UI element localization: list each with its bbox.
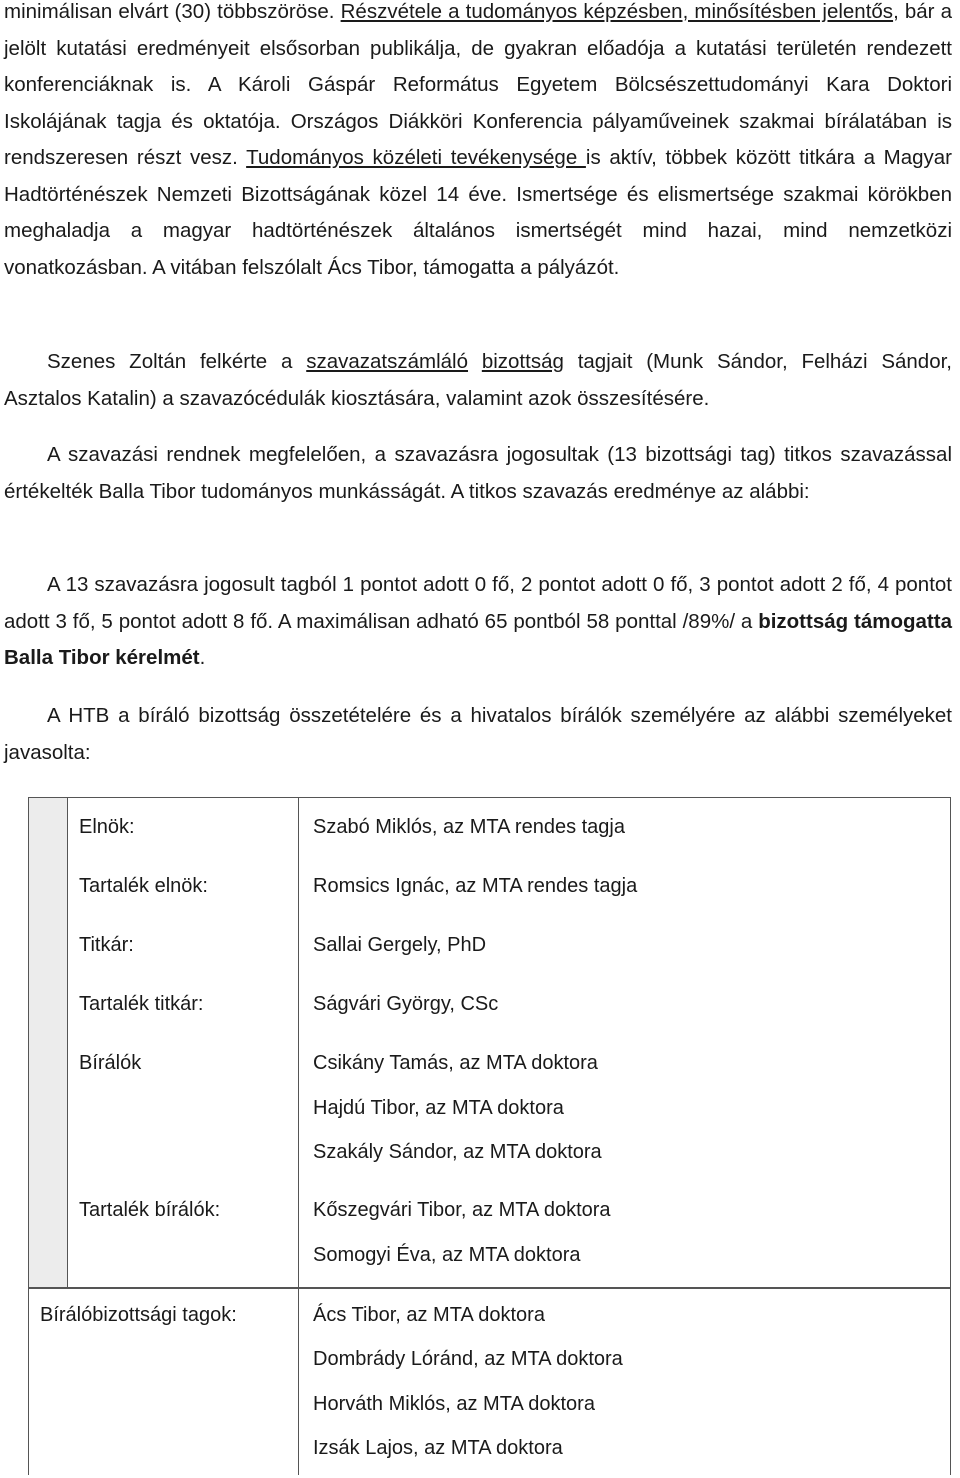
committee-group-members bbox=[29, 1289, 950, 1475]
value-biralo-1: Csikány Tamás, az MTA doktora bbox=[313, 1052, 598, 1074]
value-tag-3: Horváth Miklós, az MTA doktora bbox=[313, 1392, 595, 1415]
label-biralok: Bírálók bbox=[79, 1052, 142, 1074]
value-tag-1: Ács Tibor, az MTA doktora bbox=[313, 1303, 545, 1326]
paragraph-htb-proposal bbox=[4, 698, 952, 771]
paragraph-text: . bbox=[199, 646, 206, 669]
value-elnok: Szabó Miklós, az MTA rendes tagja bbox=[313, 816, 625, 838]
value-tartalek-titkar: Ságvári György, CSc bbox=[313, 993, 499, 1015]
paragraph-text: , bár a jelölt kutatási eredményeit elsősorban publikálja, de gyakran előadója a kutatási területén rendezett konferenciáknak is. A Károli Gáspár Református Egyetem Bölcsészettudományi Kara Doktori Iskolájának tagja és oktatója. Országos Diákköri Konferencia pályaműveinek szakmai bírálatában is rendszeresen részt vesz. bbox=[4, 0, 952, 169]
paragraph-text: Szenes Zoltán felkérte a bbox=[47, 350, 307, 373]
committee-group-officers bbox=[29, 798, 950, 1034]
paragraph-text: tagjait (Munk Sándor, Felházi Sándor, Asztalos Katalin) a szavazócédulák kiosztására, valamint azok összesítésére. bbox=[4, 350, 953, 410]
value-titkar: Sallai Gergely, PhD bbox=[313, 934, 487, 956]
value-biralo-2: Hajdú Tibor, az MTA doktora bbox=[313, 1097, 564, 1119]
paragraph-text: A szavazási rendnek megfelelően, a szavazásra jogosultak (13 bizottsági tag) titkos szavazással értékelték Balla Tibor tudományos munkásságát. A titkos szavazás eredménye az alábbi: bbox=[4, 443, 952, 503]
paragraph-vote-counters bbox=[4, 344, 952, 417]
value-tag-2: Dombrády Lóránd, az MTA doktora bbox=[313, 1347, 623, 1370]
committee-group-reviewers bbox=[29, 1034, 950, 1287]
underlined-text: bizottság bbox=[481, 350, 564, 373]
paragraph-vote-result bbox=[4, 567, 952, 677]
paragraph-text: is aktív, többek között titkára a Magyar Hadtörténészek Nemzeti Bizottságának közel 14 éve. Ismertsége és elismertsége szakmai körökben meghaladja a magyar hadtörténészek általános ismertségét mind hazai, mind nemzetközi vonatkozásban. A vitában felszólalt Ács Tibor, támogatta a pályázót. bbox=[4, 146, 952, 279]
value-tartalek-elnok: Romsics Ignác, az MTA rendes tagja bbox=[313, 875, 638, 897]
value-tartalek-biralo-1: Kőszegvári Tibor, az MTA doktora bbox=[313, 1199, 611, 1221]
underlined-text: szavazatszámláló bbox=[306, 350, 469, 373]
value-biralo-3: Szakály Sándor, az MTA doktora bbox=[313, 1141, 602, 1163]
committee-table bbox=[28, 797, 951, 1475]
bold-text: bizottság támogatta Balla Tibor kérelmét bbox=[4, 609, 952, 669]
paragraph-text: A HTB a bíráló bizottság összetételére és a hivatalos bírálók személyére az alábbi személyeket javasolta: bbox=[4, 704, 952, 764]
label-titkar: Titkár: bbox=[79, 934, 134, 956]
paragraph-cv-continuation bbox=[4, 0, 952, 286]
label-biralobizottsagi-tagok: Bírálóbizottsági tagok: bbox=[40, 1303, 237, 1326]
label-tartalek-biralok: Tartalék bírálók: bbox=[79, 1199, 221, 1221]
value-tag-4: Izsák Lajos, az MTA doktora bbox=[313, 1436, 563, 1459]
paragraph-voting-rules bbox=[4, 437, 952, 510]
paragraph-text: minimálisan elvárt (30) többszöröse. bbox=[4, 0, 341, 23]
label-elnok: Elnök: bbox=[79, 816, 135, 838]
paragraph-text: A 13 szavazásra jogosult tagból 1 pontot adott 0 fő, 2 pontot adott 0 fő, 3 pontot adott 2 fő, 4 pontot adott 3 fő, 5 pontot adott 8 fő. A maximálisan adható 65 pontból 58 ponttal /89%/ a bbox=[4, 573, 952, 633]
label-tartalek-elnok: Tartalék elnök: bbox=[79, 875, 208, 897]
paragraph-text bbox=[468, 350, 482, 373]
underlined-text: Részvétele a tudományos képzésben, minősítésben jelentős bbox=[340, 0, 894, 23]
label-tartalek-titkar: Tartalék titkár: bbox=[79, 993, 204, 1015]
value-tartalek-biralo-2: Somogyi Éva, az MTA doktora bbox=[313, 1244, 581, 1266]
underlined-text: Tudományos közéleti tevékenysége bbox=[246, 146, 586, 169]
